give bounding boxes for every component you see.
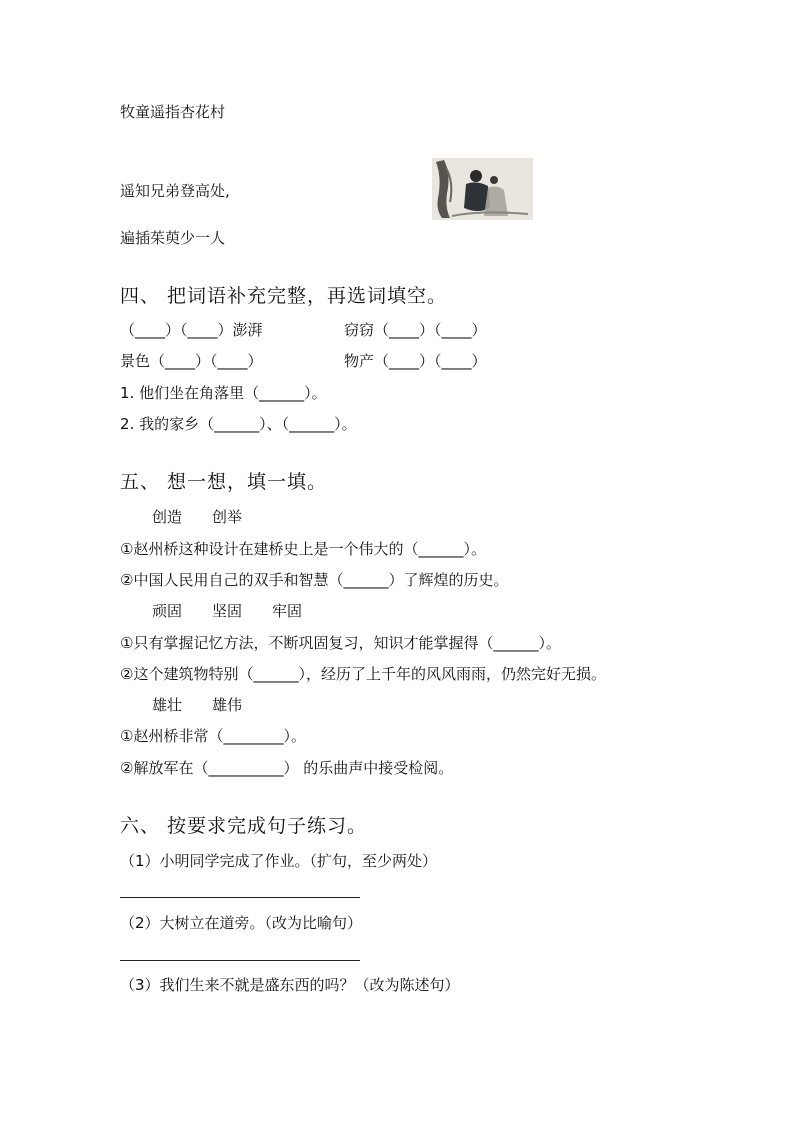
s4-row1-left: （____）（____）澎湃	[120, 321, 263, 339]
s5-g2-question-2: ②这个建筑物特别（______），经历了上千年的风风雨雨，仍然完好无损。	[120, 665, 606, 683]
option-word: 创造	[152, 508, 183, 526]
s6-question-1: （1）小明同学完成了作业。（扩句，至少两处）	[120, 852, 438, 870]
answer-line-2[interactable]	[120, 960, 360, 961]
option-word: 创举	[212, 508, 243, 526]
s5-g3-question-1: ①赵州桥非常（________）。	[120, 727, 306, 745]
s5-g1-question-1: ①赵州桥这种设计在建桥史上是一个伟大的（______）。	[120, 540, 486, 558]
option-word: 雄伟	[212, 696, 243, 714]
poem-line-2: 遥知兄弟登高处,	[120, 182, 230, 200]
s5-group1-options	[152, 507, 272, 527]
option-word: 牢固	[272, 602, 303, 620]
poem-line-3: 遍插茱萸少一人	[120, 229, 226, 247]
s4-question-2: 2. 我的家乡（______）、（______）。	[120, 415, 357, 433]
option-word: 顽固	[152, 602, 183, 620]
option-word: 坚固	[212, 602, 243, 620]
option-word: 雄壮	[152, 696, 183, 714]
ink-painting-illustration	[432, 158, 533, 220]
s4-question-1: 1. 他们坐在角落里（______）。	[120, 384, 327, 402]
s4-row2-left: 景色（____）（____）	[120, 352, 263, 370]
s5-group2-options	[152, 601, 332, 621]
section-4-heading: 四、 把词语补充完整，再选词填空。	[120, 285, 448, 307]
answer-line-1[interactable]	[120, 897, 360, 898]
s5-g2-question-1: ①只有掌握记忆方法，不断巩固复习，知识才能掌握得（______）。	[120, 634, 561, 652]
s5-group3-options	[152, 695, 272, 715]
s4-row2-right: 物产（____）（____）	[344, 352, 487, 370]
s6-question-2: （2）大树立在道旁。（改为比喻句）	[120, 914, 363, 932]
s5-g3-question-2: ②解放军在（__________） 的乐曲声中接受检阅。	[120, 759, 454, 777]
s4-row1-right: 窃窃（____）（____）	[344, 321, 487, 339]
s5-g1-question-2: ②中国人民用自己的双手和智慧（______）了辉煌的历史。	[120, 571, 509, 589]
poem-line-1: 牧童遥指杏花村	[120, 103, 226, 121]
section-6-heading: 六、 按要求完成句子练习。	[120, 815, 368, 837]
section-5-heading: 五、 想一想，填一填。	[120, 471, 328, 493]
s6-question-3: （3）我们生来不就是盛东西的吗？（改为陈述句）	[120, 976, 460, 994]
